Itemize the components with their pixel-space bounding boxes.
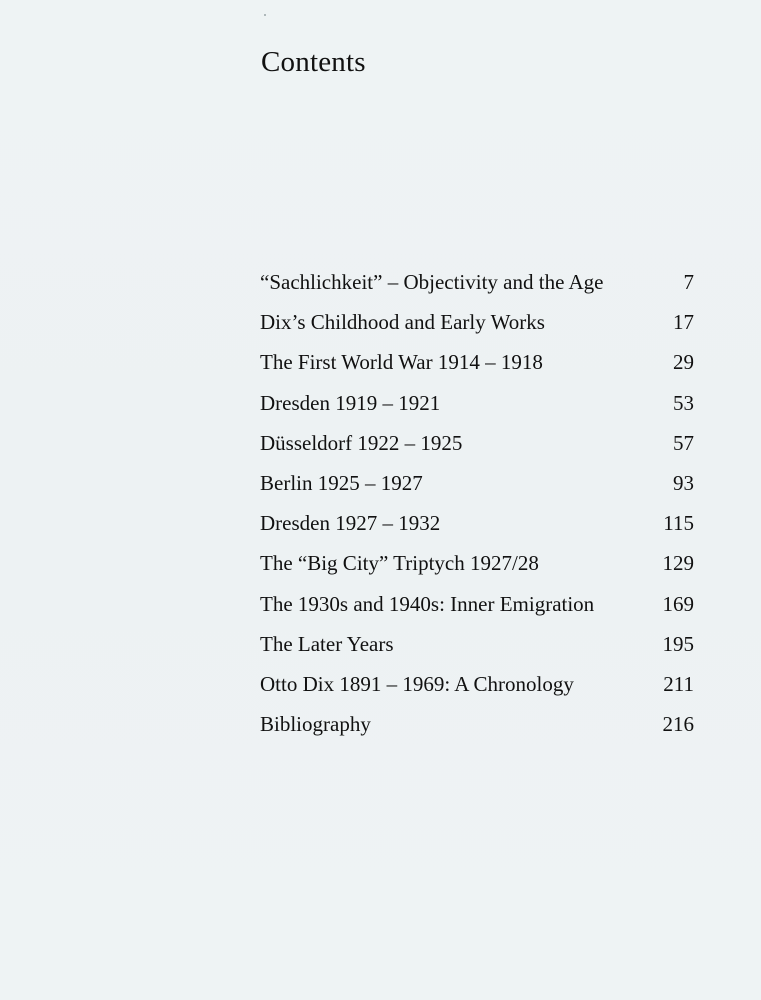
toc-entry (260, 429, 694, 469)
toc-entry (260, 509, 694, 549)
toc-entry-page: 93 (673, 470, 694, 495)
toc-entry-page: 53 (673, 390, 694, 415)
toc-entry-page: 7 (683, 270, 694, 294)
toc-entry-title: Düsseldorf 1922 – 1925 (260, 430, 463, 455)
toc-entry-page: 169 (662, 591, 694, 616)
toc-entry-title: The “Big City” Triptych 1927/28 (260, 551, 539, 576)
paper-speck (264, 14, 266, 16)
toc-entry (260, 469, 694, 509)
toc-entry-title: The First World War 1914 – 1918 (260, 350, 543, 375)
toc-entry (260, 670, 694, 710)
toc-entry-title: Dresden 1927 – 1932 (260, 511, 441, 536)
toc-entry-page: 195 (662, 631, 694, 656)
toc-entry-page: 29 (673, 350, 694, 375)
toc-entry-title: “Sachlichkeit” – Objectivity and the Age (260, 270, 604, 294)
toc-entry-page: 115 (663, 511, 694, 536)
toc-entry (260, 389, 694, 429)
toc-entry-title: Dix’s Childhood and Early Works (260, 310, 545, 335)
toc-entry-title: Otto Dix 1891 – 1969: A Chronology (260, 671, 574, 696)
toc-entry-page: 216 (662, 712, 694, 737)
toc-entry-title: The 1930s and 1940s: Inner Emigration (260, 591, 595, 616)
toc-entry-page: 211 (663, 671, 694, 696)
toc-entry-page: 17 (673, 310, 694, 335)
toc-entry-title: Berlin 1925 – 1927 (260, 470, 423, 495)
toc-entry (260, 348, 694, 388)
toc-entry-title: Dresden 1919 – 1921 (260, 390, 441, 415)
toc-entry (260, 308, 694, 348)
toc-entry-title: Bibliography (260, 712, 371, 737)
toc-entry (260, 268, 694, 308)
toc-entry (260, 630, 694, 670)
page-title: Contents (261, 46, 366, 78)
toc-entry-title: The Later Years (260, 631, 394, 656)
toc-entry (260, 549, 694, 589)
toc-entry-page: 57 (673, 430, 694, 455)
toc-entry (260, 710, 694, 750)
table-of-contents (260, 268, 694, 750)
toc-entry (260, 590, 694, 630)
toc-entry-page: 129 (662, 551, 694, 576)
